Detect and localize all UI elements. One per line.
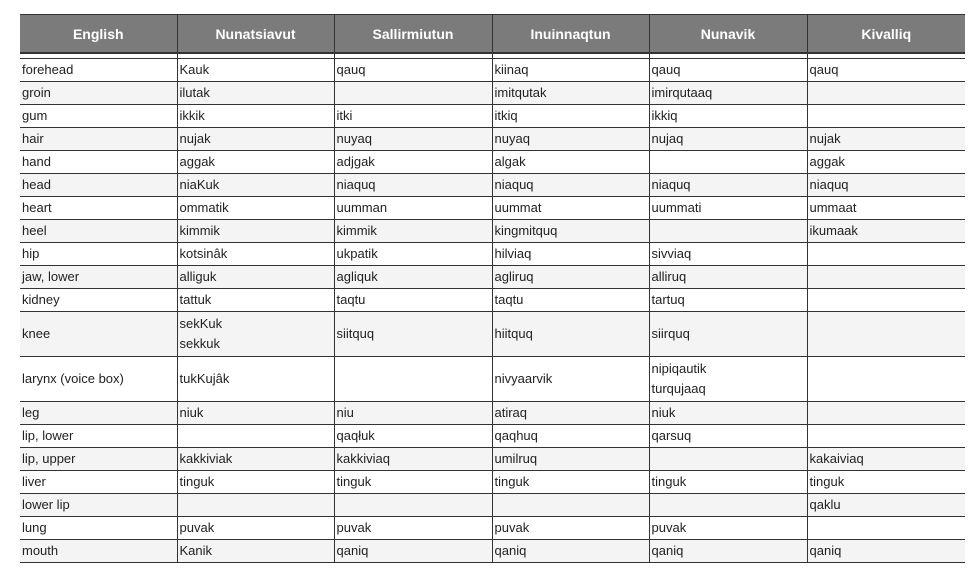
translation-cell: kakaiviaq (807, 448, 965, 471)
translation-cell: ummaat (807, 197, 965, 220)
translation-cell: ommatik (177, 197, 334, 220)
translation-cell: agliquk (334, 266, 492, 289)
table-row (20, 59, 965, 82)
column-header-kivalliq: Kivalliq (807, 15, 965, 54)
english-term-cell: hip (20, 243, 177, 266)
table-row (20, 128, 965, 151)
english-term-cell: lower lip (20, 494, 177, 517)
translation-cell (807, 425, 965, 448)
translation-cell (649, 357, 807, 402)
translation-cell: kakkiviak (177, 448, 334, 471)
translation-cell: qaniq (492, 540, 649, 563)
english-term-cell: heel (20, 220, 177, 243)
translation-cell (177, 494, 334, 517)
table-row (20, 243, 965, 266)
english-term-cell: head (20, 174, 177, 197)
translation-cell: qarsuq (649, 425, 807, 448)
translation-cell: kakkiviaq (334, 448, 492, 471)
translation-cell (807, 517, 965, 540)
english-term-cell: leg (20, 402, 177, 425)
translation-cell: niaquq (649, 174, 807, 197)
english-term-cell: kidney (20, 289, 177, 312)
table-row (20, 517, 965, 540)
translation-cell: agliruq (492, 266, 649, 289)
translation-cell: nujaq (649, 128, 807, 151)
table-row (20, 540, 965, 563)
translation-cell: tinguk (492, 471, 649, 494)
translation-cell: Kanik (177, 540, 334, 563)
translation-cell: taqtu (492, 289, 649, 312)
table-row (20, 312, 965, 357)
table-row (20, 266, 965, 289)
translation-cell: alliruq (649, 266, 807, 289)
translation-cell: niaKuk (177, 174, 334, 197)
translation-cell: siitquq (334, 312, 492, 357)
translation-cell: ilutak (177, 82, 334, 105)
translation-cell (334, 82, 492, 105)
table-row (20, 425, 965, 448)
translation-cell (492, 494, 649, 517)
translation-cell: qaqłuk (334, 425, 492, 448)
table-row (20, 220, 965, 243)
translation-cell: qaklu (807, 494, 965, 517)
translation-cell (649, 494, 807, 517)
translation-cell: niaquq (334, 174, 492, 197)
translation-cell: puvak (649, 517, 807, 540)
english-term-cell: lip, lower (20, 425, 177, 448)
translation-cell (649, 220, 807, 243)
column-header-inuinnaqtun: Inuinnaqtun (492, 15, 649, 54)
translation-cell: atiraq (492, 402, 649, 425)
translation-cell: qauq (807, 59, 965, 82)
english-term-cell: mouth (20, 540, 177, 563)
translation-variant: sekkuk (179, 336, 220, 351)
vocabulary-table-container (20, 0, 965, 563)
english-term-cell: forehead (20, 59, 177, 82)
table-row (20, 289, 965, 312)
translation-cell: tattuk (177, 289, 334, 312)
translation-cell: adjgak (334, 151, 492, 174)
translation-cell: niuk (177, 402, 334, 425)
english-term-cell: heart (20, 197, 177, 220)
translation-variant: turqujaaq (651, 381, 706, 396)
column-header-english: English (20, 15, 177, 54)
table-row (20, 174, 965, 197)
english-term-cell: groin (20, 82, 177, 105)
translation-cell: tinguk (177, 471, 334, 494)
translation-cell: ikkiq (649, 105, 807, 128)
translation-variant: sekKuk (179, 316, 223, 331)
translation-cell: qaniq (807, 540, 965, 563)
translation-cell: sivviaq (649, 243, 807, 266)
translation-cell (807, 289, 965, 312)
translation-cell: ikkik (177, 105, 334, 128)
translation-cell: kotsinâk (177, 243, 334, 266)
translation-cell: taqtu (334, 289, 492, 312)
table-row (20, 197, 965, 220)
english-term-cell: larynx (voice box) (20, 357, 177, 402)
translation-cell: umilruq (492, 448, 649, 471)
english-term-cell: lung (20, 517, 177, 540)
english-term-cell: gum (20, 105, 177, 128)
table-row (20, 151, 965, 174)
translation-cell: puvak (492, 517, 649, 540)
translation-cell: kimmik (177, 220, 334, 243)
translation-cell (807, 105, 965, 128)
translation-cell: qauq (334, 59, 492, 82)
table-row (20, 494, 965, 517)
translation-cell: qaniq (649, 540, 807, 563)
translation-cell: nuyaq (492, 128, 649, 151)
english-term-cell: jaw, lower (20, 266, 177, 289)
translation-cell: imitqutak (492, 82, 649, 105)
translation-cell: niaquq (492, 174, 649, 197)
table-row (20, 357, 965, 402)
translation-cell (177, 425, 334, 448)
table-header-row (20, 15, 965, 54)
translation-cell (334, 494, 492, 517)
column-header-sallirmiutun: Sallirmiutun (334, 15, 492, 54)
translation-cell: uummat (492, 197, 649, 220)
english-term-cell: hand (20, 151, 177, 174)
translation-cell: kimmik (334, 220, 492, 243)
translation-cell: uumman (334, 197, 492, 220)
translation-cell: niaquq (807, 174, 965, 197)
translation-cell: Kauk (177, 59, 334, 82)
table-row (20, 105, 965, 128)
english-term-cell: lip, upper (20, 448, 177, 471)
translation-cell: tinguk (334, 471, 492, 494)
translation-cell: aggak (177, 151, 334, 174)
column-header-nunavik: Nunavik (649, 15, 807, 54)
translation-cell: hiitquq (492, 312, 649, 357)
translation-cell (334, 357, 492, 402)
translation-cell: nuyaq (334, 128, 492, 151)
translation-cell: niu (334, 402, 492, 425)
english-term-cell: knee (20, 312, 177, 357)
translation-cell (649, 448, 807, 471)
translation-cell (807, 266, 965, 289)
translation-cell: algak (492, 151, 649, 174)
english-term-cell: liver (20, 471, 177, 494)
table-row (20, 82, 965, 105)
translation-cell: niuk (649, 402, 807, 425)
translation-cell: itkiq (492, 105, 649, 128)
table-row (20, 471, 965, 494)
translation-cell: uummati (649, 197, 807, 220)
translation-cell: ikumaak (807, 220, 965, 243)
translation-cell: tukKujâk (177, 357, 334, 402)
translation-cell: nivyaarvik (492, 357, 649, 402)
translation-cell (807, 357, 965, 402)
translation-cell: qauq (649, 59, 807, 82)
translation-cell: ukpatik (334, 243, 492, 266)
translation-cell: tinguk (649, 471, 807, 494)
translation-cell: nujak (807, 128, 965, 151)
translation-cell: siirquq (649, 312, 807, 357)
translation-cell: tartuq (649, 289, 807, 312)
translation-cell: qaqhuq (492, 425, 649, 448)
translation-cell: tinguk (807, 471, 965, 494)
english-term-cell: hair (20, 128, 177, 151)
translation-variant: nipiqautik (651, 361, 707, 376)
translation-cell (807, 82, 965, 105)
translation-cell: aggak (807, 151, 965, 174)
translation-cell: alliguk (177, 266, 334, 289)
translation-cell: itki (334, 105, 492, 128)
translation-cell (807, 243, 965, 266)
table-row (20, 402, 965, 425)
translation-cell (807, 312, 965, 357)
translation-cell: kingmitquq (492, 220, 649, 243)
translation-cell (807, 402, 965, 425)
translation-cell: nujak (177, 128, 334, 151)
translation-cell: imirqutaaq (649, 82, 807, 105)
translation-cell: hilviaq (492, 243, 649, 266)
translation-cell: qaniq (334, 540, 492, 563)
translation-cell: puvak (334, 517, 492, 540)
translation-cell: kiinaq (492, 59, 649, 82)
body-parts-dialect-table (20, 14, 965, 563)
column-header-nunatsiavut: Nunatsiavut (177, 15, 334, 54)
translation-cell: puvak (177, 517, 334, 540)
table-row (20, 448, 965, 471)
translation-cell (177, 312, 334, 357)
translation-cell (649, 151, 807, 174)
